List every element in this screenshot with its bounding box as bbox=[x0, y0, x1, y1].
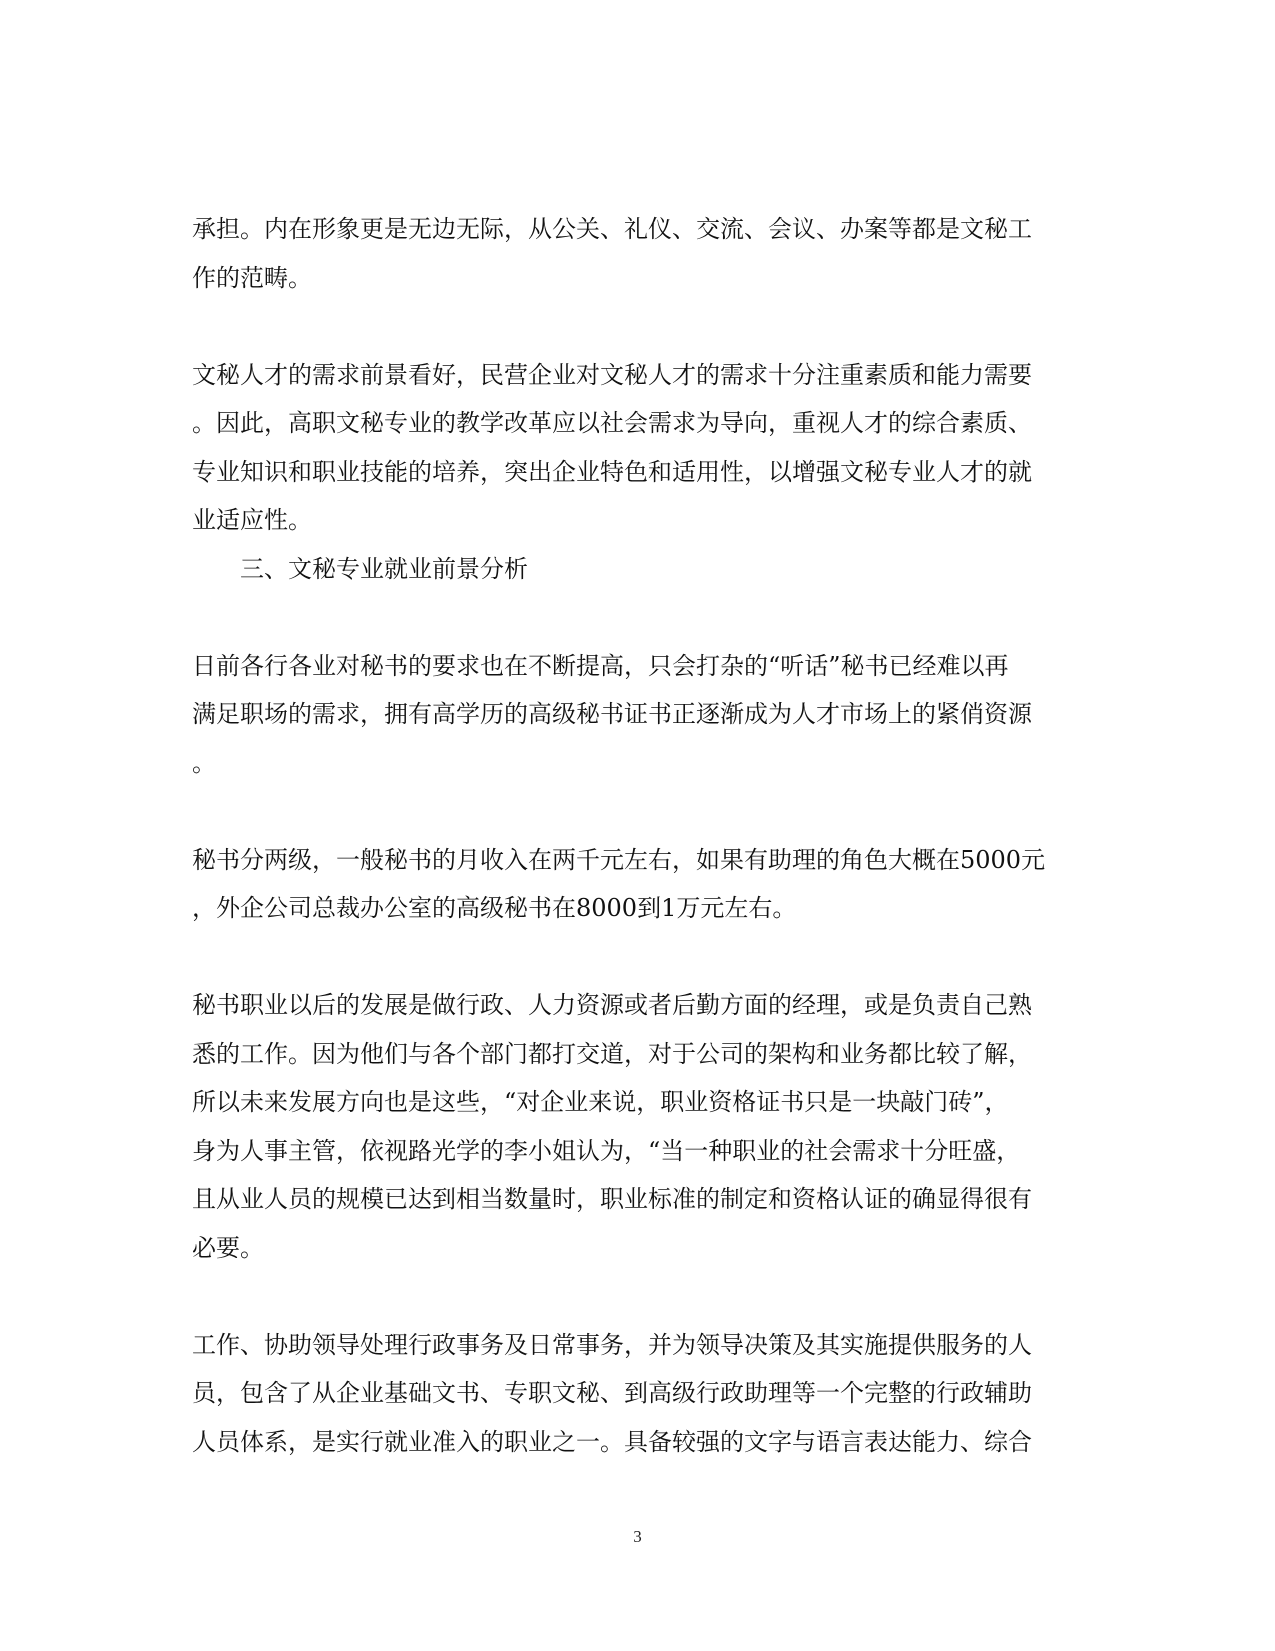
document-body bbox=[192, 205, 1072, 1466]
paragraph-gap bbox=[192, 933, 1072, 982]
paragraph-5: 秘书职业以后的发展是做行政、人力资源或者后勤方面的经理，或是负责自己熟 悉的工作。因为他们与各个部门都打交道，对于公司的架构和业务都比较了解， 所以未来发展方向也是这些，“对企业来说，职业资格证书只是一块敲门砖”， 身为人事主管，依视路光学的李小姐认为，“当一种职业的社会需求十分旺盛， 且从业人员的规模已达到相当数量时，职业标准的制定和资格认证的确显得很有 必要。 bbox=[192, 991, 1032, 1262]
paragraph-gap bbox=[192, 593, 1072, 642]
paragraph-gap bbox=[192, 302, 1072, 351]
section-heading: 三、文秘专业就业前景分析 bbox=[240, 554, 528, 583]
paragraph-6: 工作、协助领导处理行政事务及日常事务，并为领导决策及其实施提供服务的人 员，包含了从企业基础文书、专职文秘、到高级行政助理等一个完整的行政辅助 人员体系，是实行就业准入的职业之一。具备较强的文字与语言表达能力、综合 bbox=[192, 1330, 1032, 1456]
paragraph-1: 承担。内在形象更是无边无际，从公关、礼仪、交流、会议、办案等都是文秘工 作的范畴。 bbox=[192, 215, 1032, 292]
paragraph-gap bbox=[192, 787, 1072, 836]
paragraph-gap bbox=[192, 1272, 1072, 1321]
paragraph-3: 日前各行各业对秘书的要求也在不断提高，只会打杂的“听话”秘书已经难以再 满足职场的需求，拥有高学历的高级秘书证书正逐渐成为人才市场上的紧俏资源 。 bbox=[192, 651, 1032, 777]
paragraph-2: 文秘人才的需求前景看好，民营企业对文秘人才的需求十分注重素质和能力需要 。因此，高职文秘专业的教学改革应以社会需求为导向，重视人才的综合素质、 专业知识和职业技能的培养，突出企业特色和适用性，以增强文秘专业人才的就 业适应性。 bbox=[192, 360, 1032, 534]
paragraph-4: 秘书分两级，一般秘书的月收入在两千元左右，如果有助理的角色大概在5000元 ，外企公司总裁办公室的高级秘书在8000到1万元左右。 bbox=[192, 845, 1046, 922]
page-number: 3 bbox=[633, 1527, 642, 1546]
